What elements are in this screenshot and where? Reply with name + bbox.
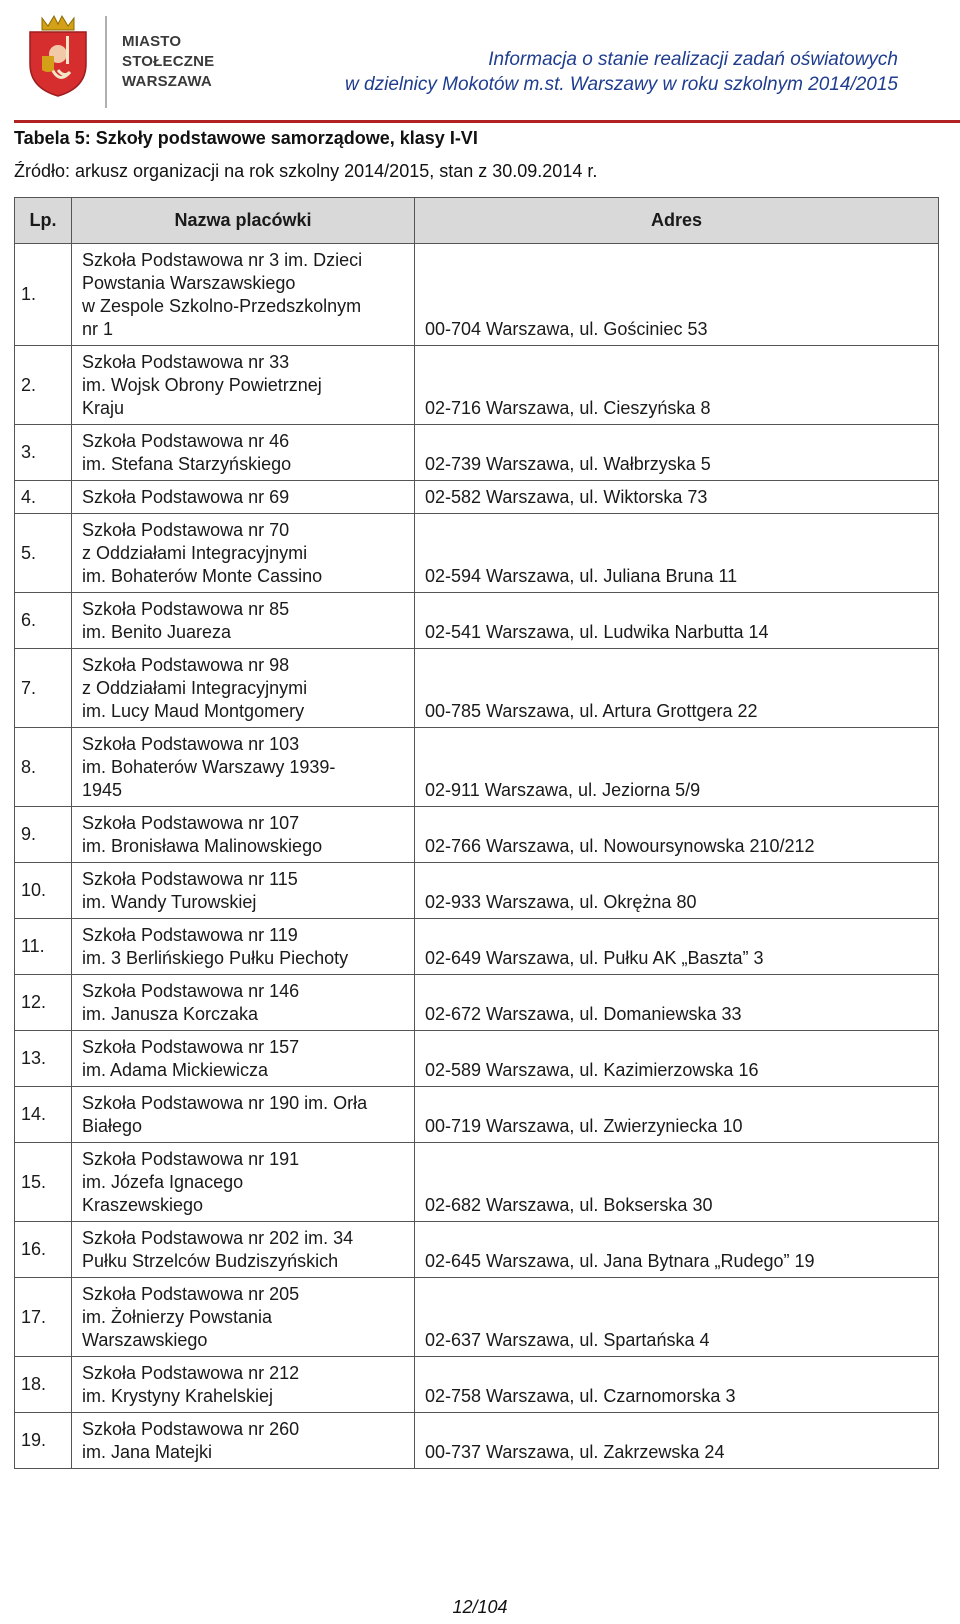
school-name-line: Szkoła Podstawowa nr 119 bbox=[82, 925, 298, 945]
table-row bbox=[15, 1413, 939, 1469]
logo-text-line: WARSZAWA bbox=[122, 73, 212, 90]
school-name-line: Warszawskiego bbox=[82, 1330, 208, 1350]
school-name bbox=[72, 807, 415, 863]
school-name-line: Szkoła Podstawowa nr 205 bbox=[82, 1284, 300, 1304]
schools-table bbox=[14, 197, 939, 1469]
school-name bbox=[72, 481, 415, 514]
school-name-line: w Zespole Szkolno-Przedszkolnym bbox=[82, 296, 362, 316]
school-name-line: Szkoła Podstawowa nr 70 bbox=[82, 520, 290, 540]
row-number: 5. bbox=[15, 514, 72, 593]
school-address: 02-589 Warszawa, ul. Kazimierzowska 16 bbox=[415, 1031, 939, 1087]
table-row bbox=[15, 1143, 939, 1222]
column-header-lp: Lp. bbox=[15, 198, 72, 244]
school-name-line: Kraszewskiego bbox=[82, 1195, 204, 1215]
school-name-line: Pułku Strzelców Budziszyńskich bbox=[82, 1251, 339, 1271]
school-name-line: Szkoła Podstawowa nr 191 bbox=[82, 1149, 300, 1169]
school-address: 02-716 Warszawa, ul. Cieszyńska 8 bbox=[415, 346, 939, 425]
row-number: 11. bbox=[15, 919, 72, 975]
table-row bbox=[15, 1222, 939, 1278]
school-name-line: im. Józefa Ignacego bbox=[82, 1172, 244, 1192]
document-header-title bbox=[345, 47, 898, 97]
row-number: 19. bbox=[15, 1413, 72, 1469]
school-name bbox=[72, 514, 415, 593]
row-number: 2. bbox=[15, 346, 72, 425]
school-name-line: nr 1 bbox=[82, 319, 114, 339]
logo-text-line: STOŁECZNE bbox=[122, 53, 215, 70]
school-address: 02-766 Warszawa, ul. Nowoursynowska 210/212 bbox=[415, 807, 939, 863]
school-name bbox=[72, 649, 415, 728]
school-name bbox=[72, 1278, 415, 1357]
row-number: 1. bbox=[15, 244, 72, 346]
school-address: 02-541 Warszawa, ul. Ludwika Narbutta 14 bbox=[415, 593, 939, 649]
school-name bbox=[72, 346, 415, 425]
school-address: 02-594 Warszawa, ul. Juliana Bruna 11 bbox=[415, 514, 939, 593]
school-name-line: im. Wandy Turowskiej bbox=[82, 892, 257, 912]
school-name bbox=[72, 975, 415, 1031]
row-number: 18. bbox=[15, 1357, 72, 1413]
school-name-line: im. Adama Mickiewicza bbox=[82, 1060, 269, 1080]
row-number: 16. bbox=[15, 1222, 72, 1278]
school-name-line: Szkoła Podstawowa nr 190 im. Orła bbox=[82, 1093, 368, 1113]
table-row bbox=[15, 863, 939, 919]
source-note: Źródło: arkusz organizacji na rok szkolny 2014/2015, stan z 30.09.2014 r. bbox=[14, 161, 598, 181]
school-address: 02-582 Warszawa, ul. Wiktorska 73 bbox=[415, 481, 939, 514]
school-name-line: im. Stefana Starzyńskiego bbox=[82, 454, 292, 474]
school-name-line: im. Lucy Maud Montgomery bbox=[82, 701, 305, 721]
table-row bbox=[15, 728, 939, 807]
school-name-line: Szkoła Podstawowa nr 260 bbox=[82, 1419, 300, 1439]
school-name bbox=[72, 1222, 415, 1278]
table-row bbox=[15, 514, 939, 593]
school-name bbox=[72, 1413, 415, 1469]
school-name-line: Szkoła Podstawowa nr 146 bbox=[82, 981, 300, 1001]
school-name-line: Szkoła Podstawowa nr 107 bbox=[82, 813, 300, 833]
school-address: 02-758 Warszawa, ul. Czarnomorska 3 bbox=[415, 1357, 939, 1413]
column-header-address: Adres bbox=[415, 198, 939, 244]
school-name-line: Szkoła Podstawowa nr 33 bbox=[82, 352, 290, 372]
school-name bbox=[72, 728, 415, 807]
row-number: 17. bbox=[15, 1278, 72, 1357]
city-logo-text bbox=[122, 32, 214, 92]
table-row bbox=[15, 425, 939, 481]
row-number: 10. bbox=[15, 863, 72, 919]
school-address: 00-785 Warszawa, ul. Artura Grottgera 22 bbox=[415, 649, 939, 728]
column-header-name: Nazwa placówki bbox=[72, 198, 415, 244]
table-row bbox=[15, 1031, 939, 1087]
school-name bbox=[72, 244, 415, 346]
school-address: 02-649 Warszawa, ul. Pułku AK „Baszta” 3 bbox=[415, 919, 939, 975]
school-address: 00-737 Warszawa, ul. Zakrzewska 24 bbox=[415, 1413, 939, 1469]
logo-text-line: MIASTO bbox=[122, 33, 182, 50]
school-name-line: Szkoła Podstawowa nr 3 im. Dzieci bbox=[82, 250, 363, 270]
table-row bbox=[15, 975, 939, 1031]
school-name-line: z Oddziałami Integracyjnymi bbox=[82, 678, 308, 698]
school-name-line: im. Wojsk Obrony Powietrznej bbox=[82, 375, 322, 395]
table-row bbox=[15, 919, 939, 975]
table-row bbox=[15, 244, 939, 346]
school-name-line: im. Benito Juareza bbox=[82, 622, 232, 642]
school-name-line: Szkoła Podstawowa nr 46 bbox=[82, 431, 290, 451]
school-address: 02-911 Warszawa, ul. Jeziorna 5/9 bbox=[415, 728, 939, 807]
row-number: 12. bbox=[15, 975, 72, 1031]
school-name bbox=[72, 1087, 415, 1143]
school-name-line: Szkoła Podstawowa nr 202 im. 34 bbox=[82, 1228, 354, 1248]
school-name bbox=[72, 919, 415, 975]
school-name-line: Szkoła Podstawowa nr 98 bbox=[82, 655, 290, 675]
table-header-row bbox=[15, 198, 939, 244]
school-name-line: Szkoła Podstawowa nr 103 bbox=[82, 734, 300, 754]
school-address: 02-637 Warszawa, ul. Spartańska 4 bbox=[415, 1278, 939, 1357]
school-address: 00-719 Warszawa, ul. Zwierzyniecka 10 bbox=[415, 1087, 939, 1143]
school-name-line: z Oddziałami Integracyjnymi bbox=[82, 543, 308, 563]
school-name-line: im. Jana Matejki bbox=[82, 1442, 213, 1462]
school-name-line: im. Bohaterów Monte Cassino bbox=[82, 566, 323, 586]
school-name-line: im. Bronisława Malinowskiego bbox=[82, 836, 323, 856]
table-row bbox=[15, 1357, 939, 1413]
page-header bbox=[0, 0, 960, 124]
school-name-line: im. 3 Berlińskiego Pułku Piechoty bbox=[82, 948, 349, 968]
header-rule bbox=[14, 120, 960, 123]
school-name-line: Szkoła Podstawowa nr 212 bbox=[82, 1363, 300, 1383]
table-row bbox=[15, 649, 939, 728]
school-name-line: im. Janusza Korczaka bbox=[82, 1004, 259, 1024]
school-name-line: Kraju bbox=[82, 398, 125, 418]
school-name-line: im. Krystyny Krahelskiej bbox=[82, 1386, 274, 1406]
school-address: 02-682 Warszawa, ul. Bokserska 30 bbox=[415, 1143, 939, 1222]
school-name-line: Powstania Warszawskiego bbox=[82, 273, 296, 293]
school-name-line: 1945 bbox=[82, 780, 123, 800]
table-row bbox=[15, 346, 939, 425]
row-number: 4. bbox=[15, 481, 72, 514]
school-name-line: im. Bohaterów Warszawy 1939- bbox=[82, 757, 336, 777]
school-name-line: Białego bbox=[82, 1116, 143, 1136]
row-number: 6. bbox=[15, 593, 72, 649]
school-name-line: Szkoła Podstawowa nr 85 bbox=[82, 599, 290, 619]
school-name bbox=[72, 593, 415, 649]
table-row bbox=[15, 1087, 939, 1143]
school-name bbox=[72, 1357, 415, 1413]
header-title-line: w dzielnicy Mokotów m.st. Warszawy w roku szkolnym 2014/2015 bbox=[345, 74, 898, 95]
school-name-line: Szkoła Podstawowa nr 157 bbox=[82, 1037, 300, 1057]
header-title-line: Informacja o stanie realizacji zadań oświatowych bbox=[488, 49, 898, 70]
row-number: 3. bbox=[15, 425, 72, 481]
warsaw-coat-of-arms-icon bbox=[28, 12, 88, 98]
school-name-line: Szkoła Podstawowa nr 115 bbox=[82, 869, 298, 889]
school-name-line: Szkoła Podstawowa nr 69 bbox=[82, 487, 290, 507]
table-title: Tabela 5: Szkoły podstawowe samorządowe, klasy I-VI bbox=[14, 128, 478, 148]
table-row bbox=[15, 1278, 939, 1357]
school-address: 02-672 Warszawa, ul. Domaniewska 33 bbox=[415, 975, 939, 1031]
school-name bbox=[72, 425, 415, 481]
school-address: 02-933 Warszawa, ul. Okrężna 80 bbox=[415, 863, 939, 919]
logo-divider bbox=[105, 16, 107, 108]
table-row bbox=[15, 481, 939, 514]
row-number: 15. bbox=[15, 1143, 72, 1222]
school-address: 00-704 Warszawa, ul. Gościniec 53 bbox=[415, 244, 939, 346]
row-number: 14. bbox=[15, 1087, 72, 1143]
row-number: 13. bbox=[15, 1031, 72, 1087]
school-address: 02-645 Warszawa, ul. Jana Bytnara „Rudego” 19 bbox=[415, 1222, 939, 1278]
row-number: 8. bbox=[15, 728, 72, 807]
school-address: 02-739 Warszawa, ul. Wałbrzyska 5 bbox=[415, 425, 939, 481]
row-number: 7. bbox=[15, 649, 72, 728]
table-row bbox=[15, 807, 939, 863]
school-name bbox=[72, 1143, 415, 1222]
school-name bbox=[72, 863, 415, 919]
school-name-line: im. Żołnierzy Powstania bbox=[82, 1307, 273, 1327]
table-body bbox=[15, 244, 939, 1469]
row-number: 9. bbox=[15, 807, 72, 863]
school-name bbox=[72, 1031, 415, 1087]
page-number: 12/104 bbox=[452, 1597, 508, 1617]
table-row bbox=[15, 593, 939, 649]
